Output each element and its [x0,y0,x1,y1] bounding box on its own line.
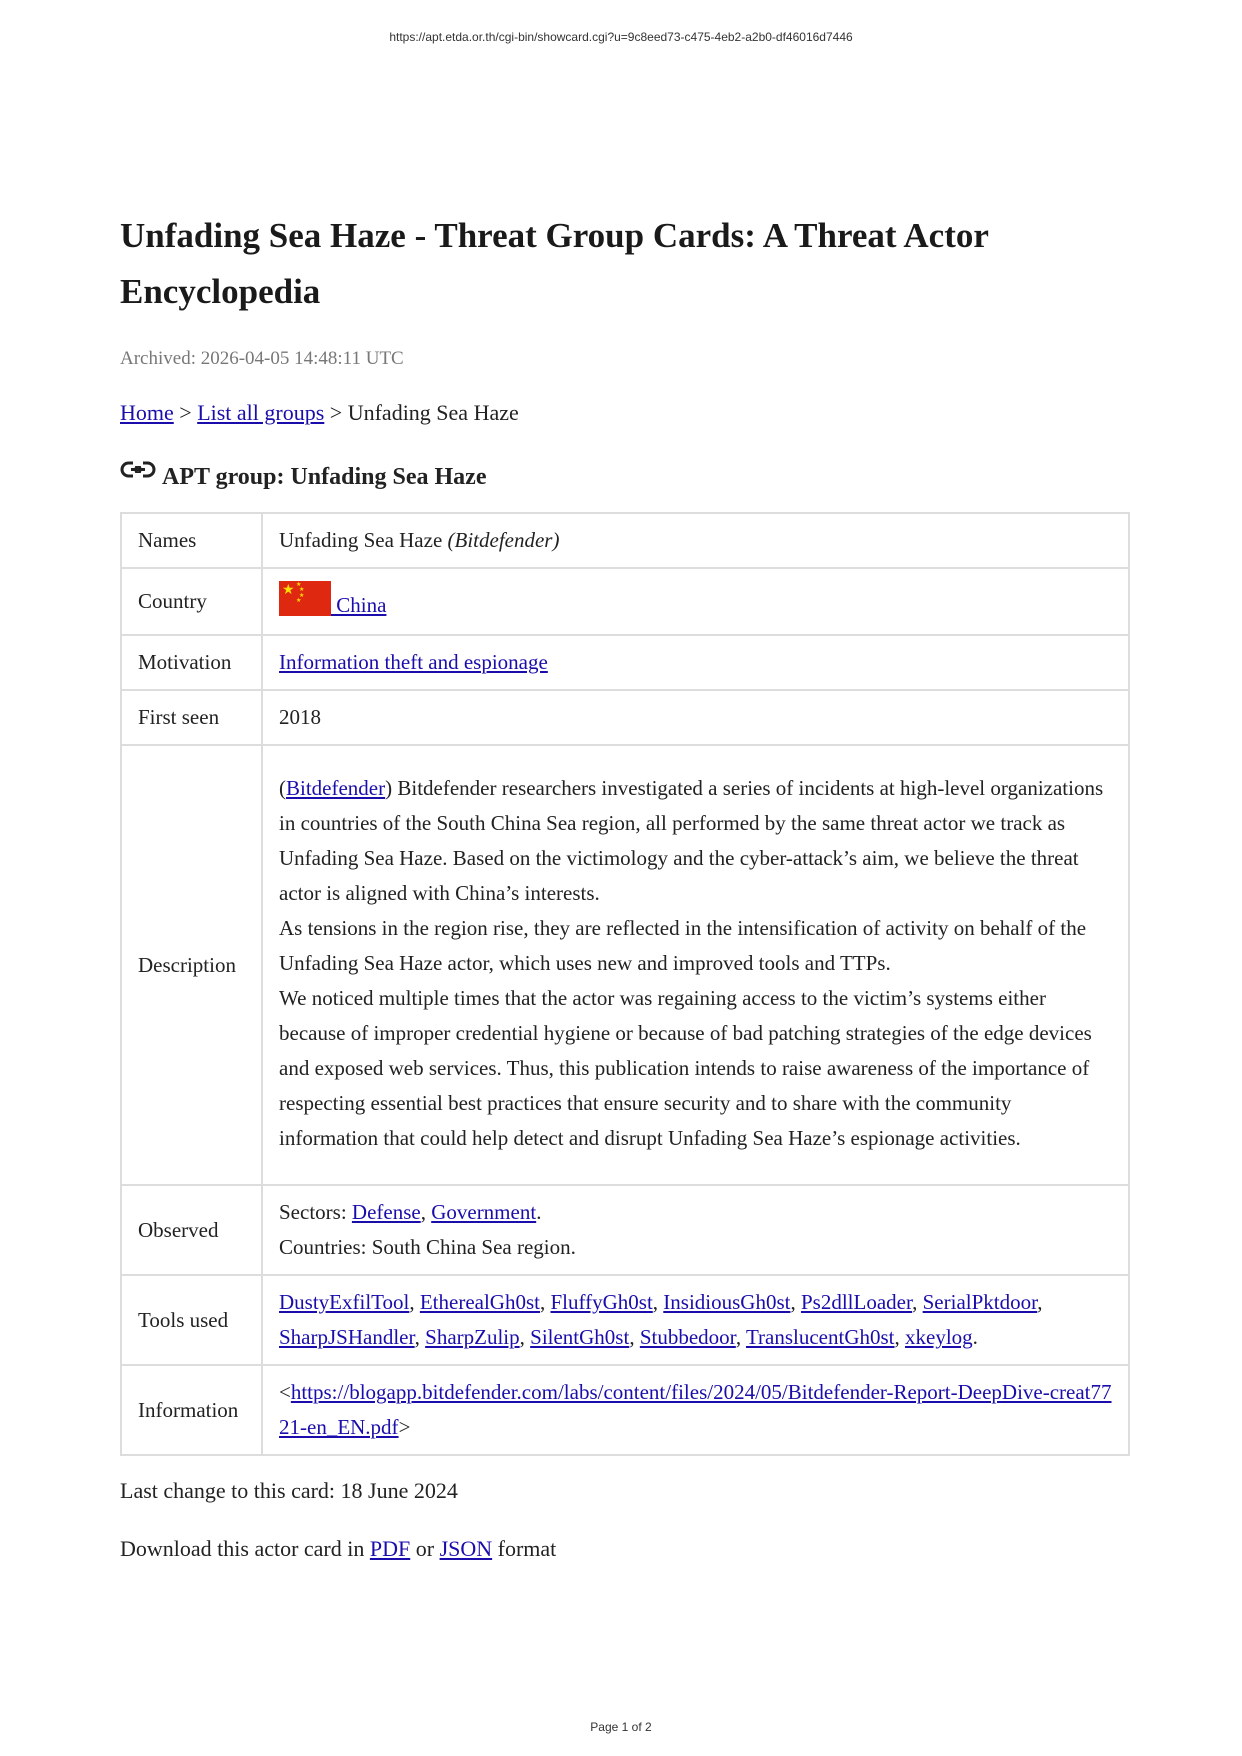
country-link[interactable] [279,581,387,617]
country-value [262,568,1129,635]
tools-value [262,1275,1129,1365]
flag-small-star: ★ [299,586,305,593]
separator: . [536,1200,542,1224]
separator: , [652,1290,664,1314]
page-title: Unfading Sea Haze - Threat Group Cards: A Threat Actor Encyclopedia [120,216,989,311]
tools-label: Tools used [121,1275,262,1365]
angle-bracket: < [279,1380,291,1404]
paren: ) [385,776,393,800]
page-number: Page 1 of 2 [590,1720,652,1734]
threat-card-table [120,512,1130,1456]
observed-value [262,1185,1129,1275]
separator: , [409,1290,420,1314]
flag-big-star: ★ [282,582,295,598]
motivation-label: Motivation [121,635,262,690]
tool-link[interactable]: Ps2dllLoader [800,1290,913,1314]
observed-label: Observed [121,1185,262,1275]
archived-timestamp: Archived: 2026-04-05 14:48:11 UTC [120,348,404,369]
tool-link[interactable]: Stubbedoor [639,1325,736,1349]
link-icon[interactable] [120,458,156,482]
tool-link[interactable]: FluffyGh0st [550,1290,653,1314]
breadcrumb-separator: > [173,400,198,425]
separator: , [539,1290,551,1314]
motivation-link[interactable]: Information theft and espionage [279,650,548,674]
page-url-header: https://apt.etda.or.th/cgi-bin/showcard.cgi?u=9c8eed73-c475-4eb2-a2b0-df46016d7446 [389,30,853,44]
table-row-first-seen [121,690,1129,745]
description-source-link[interactable]: Bitdefender [286,776,386,800]
names-label: Names [121,513,262,568]
table-row-description [121,745,1129,1185]
flag-small-star: ★ [296,581,302,588]
table-row-observed [121,1185,1129,1275]
names-text: Unfading Sea Haze [279,528,448,552]
separator: , [629,1325,640,1349]
description-label: Description [121,745,262,1185]
flag-small-star: ★ [296,597,302,604]
download-line [120,1534,1130,1564]
separator: , [894,1325,906,1349]
paren: ( [279,776,286,800]
sector-link[interactable]: Defense [351,1200,421,1224]
table-row-tools [121,1275,1129,1365]
download-pdf-link[interactable]: PDF [369,1536,411,1561]
breadcrumb-current: Unfading Sea Haze [347,400,519,425]
names-value [262,513,1129,568]
group-heading [120,462,1130,492]
information-label: Information [121,1365,262,1455]
tool-link[interactable]: SerialPktdoor [922,1290,1038,1314]
observed-countries: Countries: South China Sea region. [279,1235,576,1259]
breadcrumb-separator: > [324,400,348,425]
motivation-value [262,635,1129,690]
sector-link[interactable]: Government [431,1200,537,1224]
last-change: Last change to this card: 18 June 2024 [120,1478,458,1503]
table-row-country [121,568,1129,635]
tool-link[interactable]: EtherealGh0st [419,1290,540,1314]
tool-link[interactable]: SharpJSHandler [279,1325,415,1349]
table-row-names [121,513,1129,568]
tool-link[interactable]: xkeylog [905,1325,973,1349]
information-value [262,1365,1129,1455]
group-heading-text: APT group: Unfading Sea Haze [162,464,487,490]
first-seen-label: First seen [121,690,262,745]
separator: , [912,1290,923,1314]
tool-link[interactable]: SilentGh0st [530,1325,630,1349]
tool-link[interactable]: InsidiousGh0st [663,1290,791,1314]
separator: , [519,1325,531,1349]
description-text: Bitdefender researchers investigated a series of incidents at high-level organizations in countries of the South China Sea region, all performed by the same threat actor we track as Unfading Sea Haze. Based on the victimology and the cyber-attack’s aim, we believe the threat actor is aligned with China’s interests. [279,776,1104,905]
table-row-motivation [121,635,1129,690]
sectors-prefix: Sectors: [279,1200,352,1224]
tool-link[interactable]: TranslucentGh0st [745,1325,895,1349]
download-or: or [410,1536,440,1561]
breadcrumb [120,398,1130,428]
main-content [120,208,1130,1564]
separator: , [414,1325,426,1349]
download-prefix: Download this actor card in [120,1536,370,1561]
names-source: (Bitdefender) [447,528,560,552]
observed-sectors [279,1195,1112,1230]
download-suffix: format [492,1536,557,1561]
tool-link[interactable]: SharpZulip [425,1325,520,1349]
description-value [262,745,1129,1185]
breadcrumb-list-groups-link[interactable]: List all groups [197,400,325,425]
flag-small-star: ★ [299,592,305,599]
description-paragraph [279,771,1112,911]
description-paragraph: We noticed multiple times that the actor was regaining access to the victim’s systems either because of improper credential hygiene or because of bad patching strategies of the edge devices and exposed web services. Thus, this publication intends to raise awareness of the importance of respecting essential best practices that ensure security and to share with the community information that could help detect and disrupt Unfading Sea Haze’s espionage activities. [279,986,1092,1150]
separator: , [1037,1290,1043,1314]
separator: . [972,1325,978,1349]
breadcrumb-home-link[interactable]: Home [120,400,174,425]
angle-bracket: > [398,1415,411,1439]
country-label: Country [121,568,262,635]
country-name: China [331,592,387,617]
download-json-link[interactable]: JSON [439,1536,493,1561]
tool-link[interactable]: DustyExfilTool [279,1290,410,1314]
description-paragraph: As tensions in the region rise, they are reflected in the intensification of activity on behalf of the Unfading Sea Haze actor, which uses new and improved tools and TTPs. [279,916,1087,975]
separator: , [420,1200,432,1224]
separator: , [735,1325,746,1349]
china-flag-icon [279,581,331,616]
information-link[interactable]: https://blogapp.bitdefender.com/labs/content/files/2024/05/Bitdefender-Report-DeepDive-creat7721-en_EN.pdf [279,1380,1112,1439]
table-row-information [121,1365,1129,1455]
separator: , [790,1290,801,1314]
first-seen-value: 2018 [262,690,1129,745]
